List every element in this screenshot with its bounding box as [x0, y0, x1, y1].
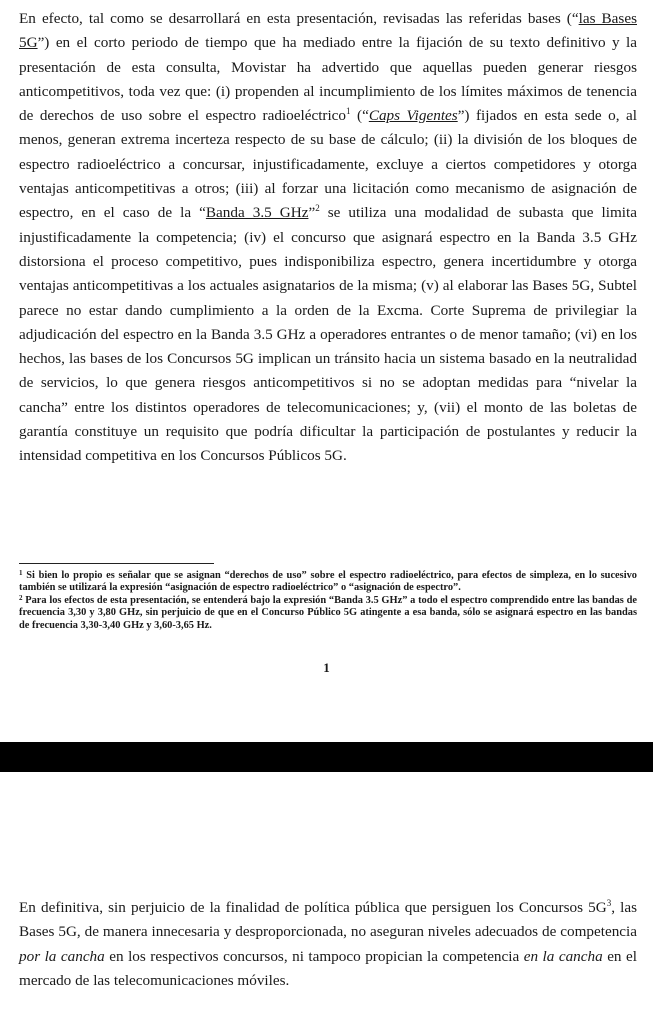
footnote-ref-1[interactable]: 1: [346, 106, 351, 117]
italic-por-la-cancha: por la cancha: [19, 947, 105, 965]
document-page-2: [0, 772, 653, 1024]
defined-term-bases-5g: las Bases 5G: [19, 10, 637, 52]
footnote-divider: [19, 563, 214, 564]
defined-term-banda-3-5: Banda 3.5 GHz: [205, 204, 309, 222]
footnotes: [19, 570, 637, 632]
page-separator: [0, 742, 653, 772]
footnote-2: $^2$ Para los efectos de esta presentación, se entenderá bajo la expresión “Banda 3.5 GHz” a todo el espectro comprendido entre las bandas de frecuencia 3,30 y 3,80 GHz, sin perjuicio de que en el Concurso Público 5G atingente a esa banda, sólo se asignará espectro en las bandas de frecuencia 3,30-3,40 GHz y 3,60-3,65 Hz.: [19, 593, 637, 631]
conclusion-paragraph: En definitiva, sin perjuicio de la finalidad de política pública que persiguen los Concursos $5G^3$, las Bases 5G, de manera innecesaria y desproporcionada, no aseguran niveles adecuados de competencia por la cancha en los respectivos concursos, ni tampoco propician la competencia en la cancha en el mercado de las telecomunicaciones móviles.: [19, 898, 638, 989]
main-paragraph: En efecto, tal como se desarrollará en esta presentación, revisadas las referidas bases (“las Bases 5G”) en el corto periodo de tiempo que ha mediado entre la fijación de su texto definitivo y la presentación de esta consulta, Movistar ha advertido que aquellas pueden generar riesgos anticompetitivos, toda vez que: (i) propenden al incumplimiento de los límites máximos de tenencia de derechos de uso sobre el espectro radioeléctrico$^1$ (“Caps Vigentes”) fijados en esta sede o, al menos, generan extrema incerteza respecto de su base de cálculo; (ii) la división de los bloques de espectro radioeléctrico a concursar, injustificadamente, excluye a ciertos competidores y otorga ventajas anticompetitivas a otros; (iii) al forzar una licitación como mecanismo de asignación de espectro, en el caso de la “Banda 3.5 GHz”$^2$ se utiliza una modalidad de subasta que limita injustificadamente la competencia; (iv) el concurso que asignará espectro en la Banda 3.5 GHz distorsiona el proceso competitivo, pues indisponibiliza espectro, genera incertidumbre y otorga ventajas anticompetitivas a los actuales asignatarios de la misma; (v) al elaborar las Bases 5G, Subtel parece no estar dando cumplimiento a la orden de la Excma. Corte Suprema de privilegiar la adjudicación del espectro en la Banda 3.5 GHz a operadores entrantes o de menor tamaño; (vi) en los hechos, las bases de los Concursos 5G implican un tránsito hacia un sistema basado en la neutralidad de servicios, lo que genera riesgos anticompetitivos si no se adoptan medidas para “nivelar la cancha” entre los distintos operadores de telecomunicaciones; y, (vii) el monto de las boletas de garantía constituye un requisito que podría dificultar la participación de postulantes y reducir la intensidad competitiva en los Concursos Públicos 5G.: [19, 10, 637, 465]
defined-term-caps-vigentes: Caps Vigentes: [368, 107, 458, 125]
page-number: 1: [323, 660, 330, 675]
footnote-1: $^1$ Si bien lo propio es señalar que se asignan “derechos de uso” sobre el espectro radioeléctrico, para efectos de simpleza, en lo sucesivo también se utilizará la expresión “asignación de espectro radioeléctrico” o “asignación de espectro”.: [19, 569, 637, 594]
footnote-ref-2[interactable]: 2: [315, 203, 320, 214]
footnote-ref-3[interactable]: 3: [606, 898, 612, 908]
italic-en-la-cancha: en la cancha: [523, 947, 603, 965]
